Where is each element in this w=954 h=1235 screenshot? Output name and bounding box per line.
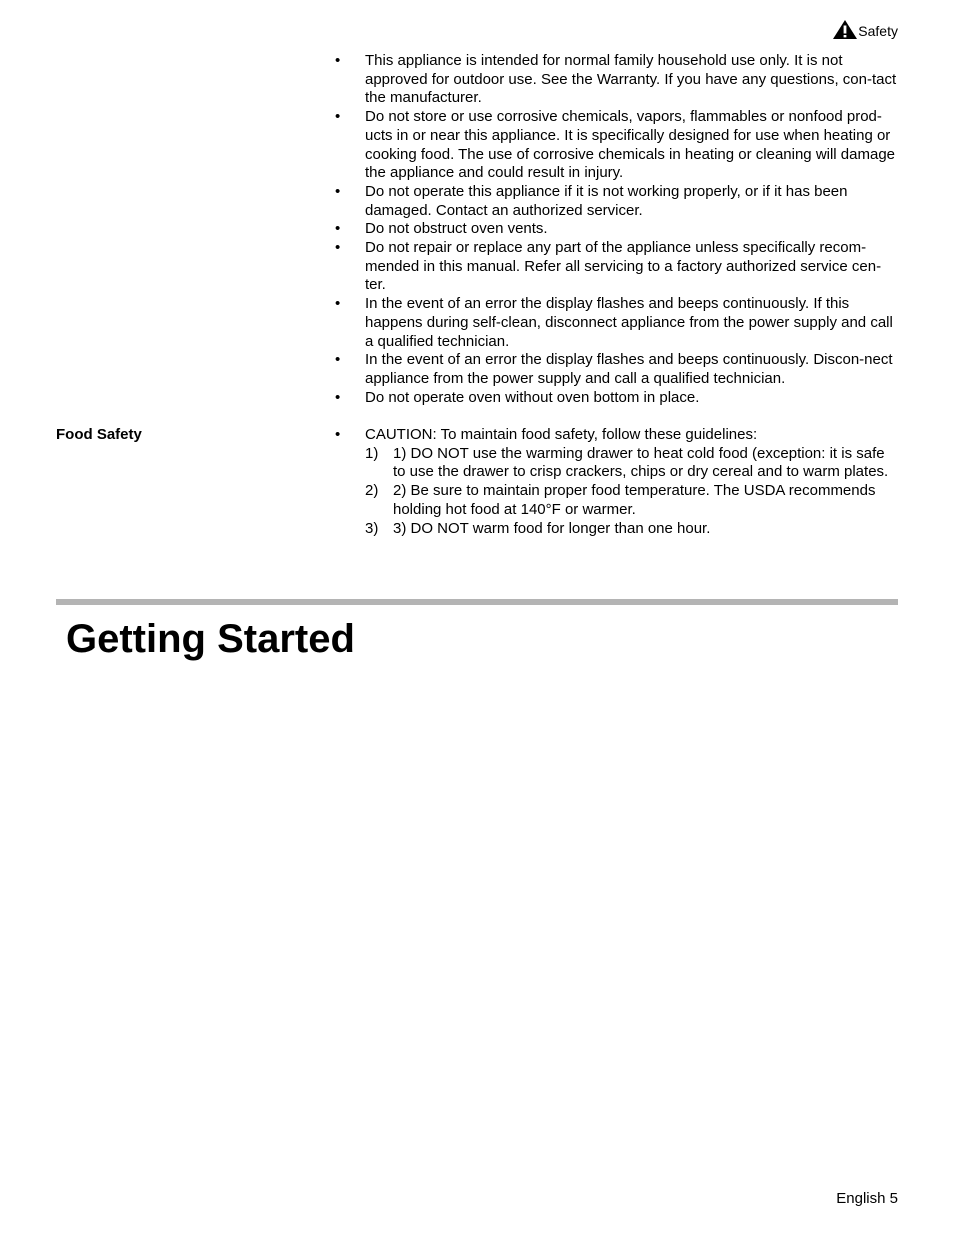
list-item: • This appliance is intended for normal family household use only. It is not approved for outdoor use. See the Warranty. If you have any questions, con-tact the manufacturer.: [335, 52, 900, 108]
page-number: English 5: [836, 1190, 898, 1207]
list-item: • In the event of an error the display flashes and beeps continuously. Discon-nect appliance from the power supply and call a qualified technician.: [335, 351, 900, 388]
section-title: Getting Started: [66, 617, 355, 661]
list-item: • Do not operate this appliance if it is not working properly, or if it has been damaged. Contact an authorized servicer.: [335, 183, 900, 220]
safety-bullet-list: [335, 52, 900, 407]
item-number: 1): [365, 444, 379, 462]
food-safety-block: [335, 426, 900, 538]
item-number: 2): [365, 482, 379, 500]
item-text: 3) DO NOT warm food for longer than one hour.: [393, 519, 711, 537]
list-item: • In the event of an error the display flashes and beeps continuously. If this happens during self-clean, disconnect appliance from the power supply and call a qualified technician.: [335, 295, 900, 351]
food-safety-numbered-list: [335, 445, 900, 539]
list-item: [335, 445, 900, 482]
list-item: • Do not operate oven without oven bottom in place.: [335, 389, 900, 408]
food-safety-heading: Food Safety: [56, 426, 142, 443]
list-item: • Do not repair or replace any part of the appliance unless specifically recom-mended in this manual. Refer all servicing to a factory authorized service cen-ter.: [335, 239, 900, 295]
item-text: 2) Be sure to maintain proper food temperature. The USDA recommends holding hot food at 140°F or warmer.: [393, 482, 876, 518]
section-divider: [56, 599, 898, 605]
item-number: 3): [365, 519, 379, 537]
list-item: [335, 520, 900, 539]
running-header: [833, 20, 898, 39]
warning-triangle-icon: [833, 20, 857, 39]
list-item: • Do not store or use corrosive chemicals, vapors, flammables or nonfood prod-ucts in or near this appliance. It is specifically designed for use when heating or cooking food. The use of corrosive chemicals in heating or cleaning will damage the appliance and could result in injury.: [335, 108, 900, 183]
list-item: • Do not obstruct oven vents.: [335, 220, 900, 239]
item-text: 1) DO NOT use the warming drawer to heat cold food (exception: it is safe to use the drawer to crisp crackers, chips or dry cereal and to warm plates.: [393, 444, 889, 481]
list-item: [335, 482, 900, 519]
header-label: Safety: [858, 23, 898, 39]
caution-text: • CAUTION: To maintain food safety, follow these guidelines:: [335, 426, 900, 445]
